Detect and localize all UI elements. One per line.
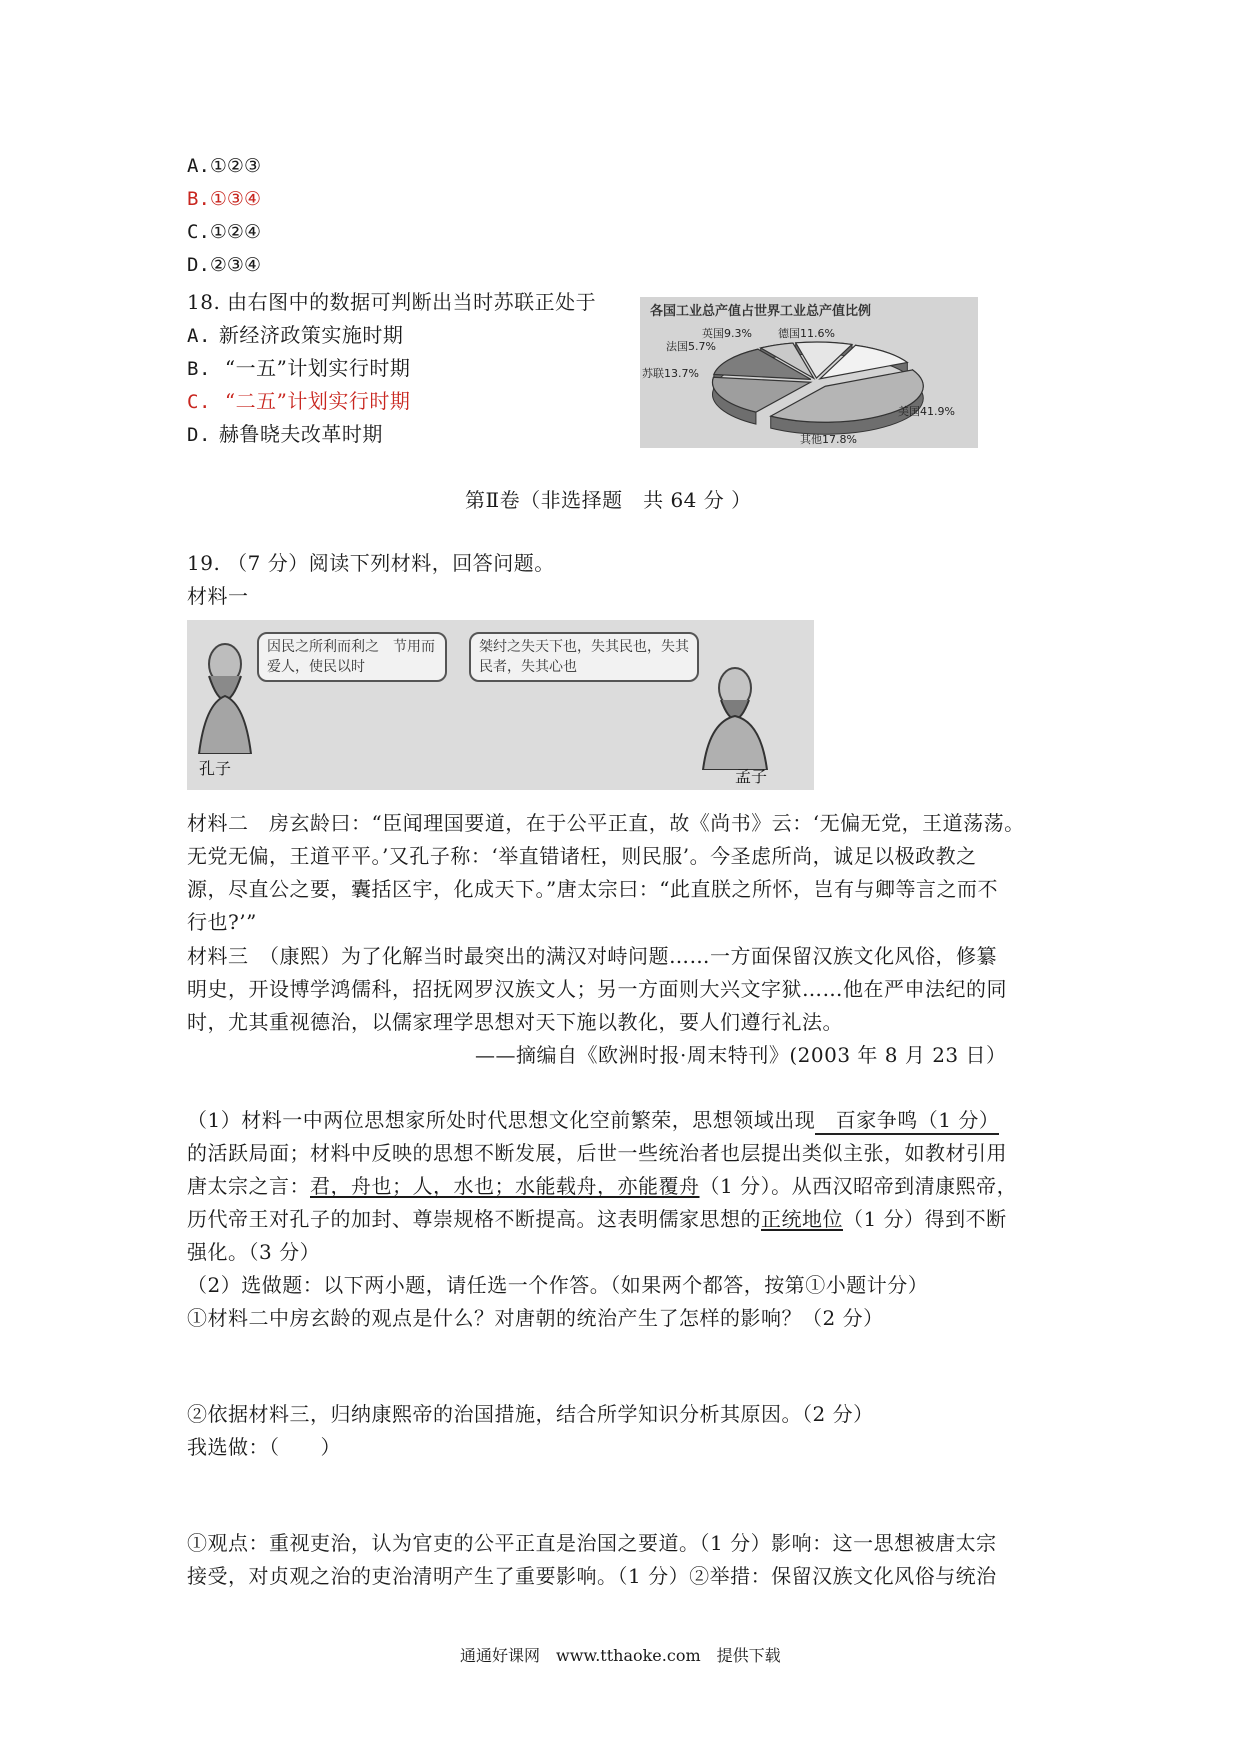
- answer-boat-water-quote: 君，舟也；人，水也；水能载舟，亦能覆舟: [310, 1174, 700, 1198]
- q19-stem: 19. （7 分）阅读下列材料，回答问题。: [187, 551, 555, 575]
- pie-chart-svg: [640, 297, 978, 448]
- pie-label-苏联: 苏联13.7%: [642, 367, 699, 380]
- option-letter: B.: [187, 358, 211, 380]
- material3-line-1: 材料三 （康熙）为了化解当时最突出的满汉对峙问题……一方面保留汉族文化风俗，修纂: [187, 944, 997, 968]
- option-text: ①②④: [209, 221, 261, 243]
- q17-option-a: [187, 155, 261, 177]
- q18-option-d: [187, 418, 383, 447]
- confucius-mencius-cartoon: [187, 620, 814, 790]
- confucius-name: 孔子: [199, 759, 232, 778]
- q17-option-c: [187, 221, 261, 243]
- confucius-speech-bubble: 因民之所利而利之 节用而爱人，使民以时: [257, 632, 447, 682]
- material2-line-2: 无党无偏，王道平平。’又孔子称：‘举直错诸枉，则民服’。今圣虑所尚，诚足以极政教之: [187, 844, 977, 868]
- q17-option-d: [187, 254, 261, 276]
- q17-option-b: [187, 188, 261, 210]
- part2-question-1: ①材料二中房玄龄的观点是什么？对唐朝的统治产生了怎样的影响？（2 分）: [187, 1306, 884, 1330]
- answer-orthodox-status: 正统地位: [761, 1207, 843, 1231]
- option-text: ①③④: [209, 188, 261, 210]
- answer-line-2: 接受，对贞观之治的吏治清明产生了重要影响。（1 分）②举措：保留汉族文化风俗与统治: [187, 1564, 997, 1588]
- q18-option-a: [187, 319, 403, 348]
- material2-line-3: 源，尽直公之要，囊括区宇，化成天下。”唐太宗曰：“此直朕之所怀，岂有与卿等言之而不: [187, 877, 998, 901]
- pie-label-英国: 英国9.3%: [702, 327, 752, 340]
- material3-line-3: 时，尤其重视德治，以儒家理学思想对天下施以教化，要人们遵行礼法。: [187, 1010, 843, 1034]
- part1-text: （1 分）得到不断: [843, 1207, 1007, 1231]
- pie-label-德国: 德国11.6%: [778, 327, 835, 340]
- chart-title: 各国工业总产值占世界工业总产值比例: [650, 304, 872, 319]
- part1-line-1: [187, 1104, 999, 1133]
- option-text: “一五”计划实行时期: [224, 356, 411, 380]
- part2-question-2: ②依据材料三，归纳康熙帝的治国措施，结合所学知识分析其原因。（2 分）: [187, 1402, 874, 1426]
- answer-line-1: ①观点：重视吏治，认为官吏的公平正直是治国之要道。（1 分）影响：这一思想被唐太宗: [187, 1531, 997, 1555]
- material2-line-1: 材料二 房玄龄曰：“臣闻理国要道，在于公平正直，故《尚书》云：‘无偏无党，王道荡荡。: [187, 811, 1025, 835]
- option-letter: B.: [187, 188, 210, 210]
- part1-text: （1）材料一中两位思想家所处时代思想文化空前繁荣，思想领域出现: [187, 1108, 816, 1132]
- option-letter: D.: [187, 424, 211, 446]
- choose-line: 我选做：（ ）: [187, 1435, 341, 1459]
- part1-text: （1 分）。从西汉昭帝到清康熙帝，: [699, 1174, 1018, 1198]
- mencius-speech-bubble: 桀纣之失天下也，失其民也，失其民者，失其心也: [469, 632, 699, 682]
- confucius-figure: [195, 634, 255, 754]
- pie-slices: [713, 342, 924, 434]
- confucius-icon: [195, 634, 255, 754]
- q18-stem: 18. 由右图中的数据可判断出当时苏联正处于: [187, 290, 597, 314]
- option-text: 赫鲁晓夫改革时期: [218, 422, 383, 446]
- q18-option-b: [187, 352, 410, 381]
- option-text: ②③④: [209, 254, 261, 276]
- option-text: ①②③: [209, 155, 261, 177]
- section-title: 第Ⅱ卷（非选择题 共 64 分 ）: [465, 488, 752, 512]
- q18-option-c: [187, 385, 410, 414]
- pie-label-其他: 其他17.8%: [800, 433, 857, 446]
- part2-stem: （2）选做题：以下两小题，请任选一个作答。（如果两个都答，按第①小题计分）: [187, 1273, 929, 1297]
- option-letter: C.: [187, 221, 210, 243]
- option-letter: D.: [187, 254, 210, 276]
- mencius-icon: [695, 660, 775, 770]
- option-text: 新经济政策实施时期: [218, 323, 404, 347]
- material3-source: ——摘编自《欧洲时报·周末特刊》(2003 年 8 月 23 日）: [475, 1043, 1007, 1067]
- part1-line-2: 的活跃局面；材料中反映的思想不断发展，后世一些统治者也层提出类似主张，如教材引用: [187, 1141, 1007, 1165]
- material1-label: 材料一: [187, 584, 249, 608]
- part1-line-3: [187, 1170, 1017, 1199]
- option-text: “二五”计划实行时期: [224, 389, 411, 413]
- page-footer: 通通好课网 www.tthaoke.com 提供下载: [460, 1646, 781, 1665]
- part1-line-4: [187, 1203, 1007, 1232]
- industry-pie-chart: [640, 297, 978, 448]
- mencius-name: 孟子: [735, 767, 768, 786]
- material2-line-4: 行也?’”: [187, 910, 257, 934]
- pie-label-法国: 法国5.7%: [666, 340, 716, 353]
- answer-baijia-zhengming: 百家争鸣（1 分）: [815, 1108, 999, 1135]
- material3-line-2: 明史，开设博学鸿儒科，招抚网罗汉族文人；另一方面则大兴文字狱……他在严申法纪的同: [187, 977, 1007, 1001]
- part1-line-5: 强化。（3 分）: [187, 1240, 321, 1264]
- mencius-figure: [695, 660, 775, 770]
- option-letter: A.: [187, 155, 210, 177]
- part1-text: 唐太宗之言：: [187, 1174, 310, 1198]
- pie-label-美国: 美国41.9%: [898, 405, 955, 418]
- option-letter: C.: [187, 391, 211, 413]
- part1-text: 历代帝王对孔子的加封、尊崇规格不断提高。这表明儒家思想的: [187, 1207, 761, 1231]
- option-letter: A.: [187, 325, 211, 347]
